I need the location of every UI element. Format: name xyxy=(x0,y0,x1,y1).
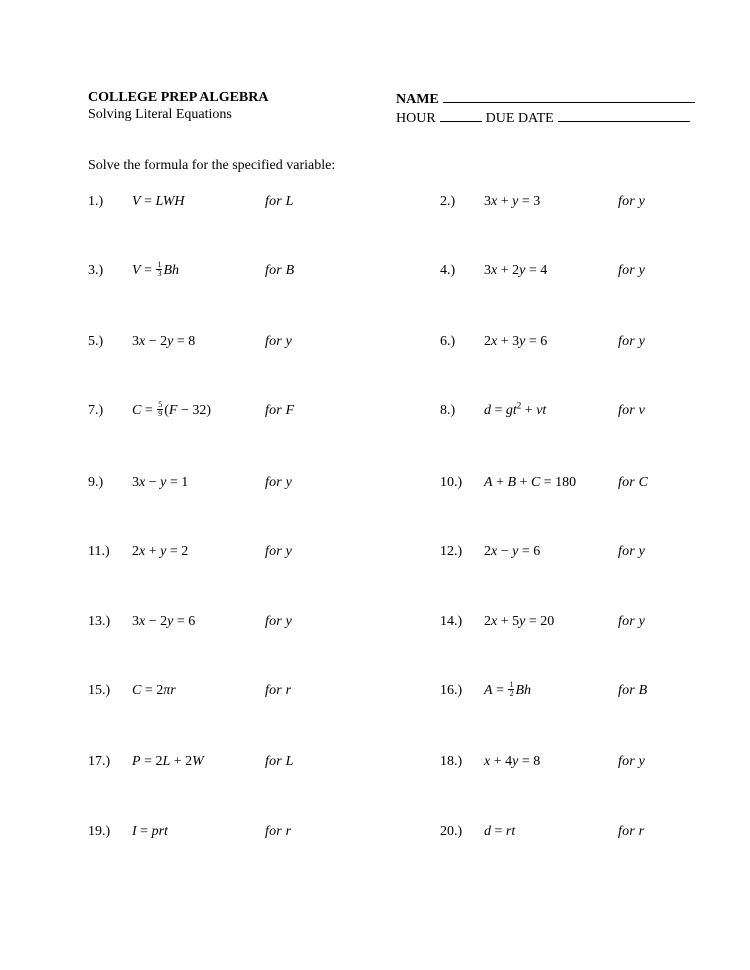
problem-number: 3.) xyxy=(88,263,104,278)
problem-number: 18.) xyxy=(440,754,463,769)
equation: 2x − y = 6 xyxy=(484,544,541,559)
equation: A + B + C = 180 xyxy=(484,475,577,490)
hour-row xyxy=(396,109,695,127)
equation: 3x − 2y = 6 xyxy=(132,614,196,629)
solve-for-label: for y xyxy=(618,614,646,629)
problem-number: 19.) xyxy=(88,824,111,839)
fraction: $\frac{1}{3}$ xyxy=(157,260,162,279)
problem-number: 16.) xyxy=(440,683,463,698)
solve-for-label: for v xyxy=(618,403,646,418)
equation: 3x + y = 3 xyxy=(484,194,541,209)
problem-number: 8.) xyxy=(440,403,456,418)
equation: V = $\frac{1}{3}$ Bh xyxy=(132,260,180,279)
hour-label: HOUR xyxy=(396,111,436,126)
problem-number: 6.) xyxy=(440,334,456,349)
solve-for-label: for L xyxy=(265,194,294,209)
equation: P = 2L + 2W xyxy=(132,754,204,769)
solve-for-label: for y xyxy=(618,544,646,559)
instruction-text: Solve the formula for the specified variable: xyxy=(88,158,336,173)
problem-number: 9.) xyxy=(88,475,104,490)
header-left xyxy=(88,90,268,123)
problem-number: 10.) xyxy=(440,475,463,490)
equation: $d = gt^2$ + vt xyxy=(484,400,547,418)
equation: 2x + 5y = 20 xyxy=(484,614,555,629)
header-right xyxy=(396,90,695,127)
course-title: COLLEGE PREP ALGEBRA xyxy=(88,90,269,105)
equation: 2x + 3y = 6 xyxy=(484,334,548,349)
solve-for-label: for y xyxy=(265,334,293,349)
due-date-blank[interactable] xyxy=(558,109,690,122)
problem-number: 11.) xyxy=(88,544,110,559)
name-row xyxy=(396,90,695,108)
solve-for-label: for y xyxy=(265,475,293,490)
problem-number: 13.) xyxy=(88,614,111,629)
solve-for-label: for C xyxy=(618,475,649,490)
solve-for-label: for y xyxy=(618,263,646,278)
solve-for-label: for y xyxy=(618,754,646,769)
due-date-label: DUE DATE xyxy=(485,111,554,126)
solve-for-label: for r xyxy=(265,683,292,698)
equation: d = rt xyxy=(484,824,516,839)
solve-for-label: for y xyxy=(618,194,646,209)
fraction: $\frac{5}{9}$ xyxy=(158,400,163,419)
equation: 2x + y = 2 xyxy=(132,544,189,559)
solve-for-label: for r xyxy=(618,824,645,839)
solve-for-label: for y xyxy=(618,334,646,349)
equation: A = $\frac{1}{2}$ Bh xyxy=(484,680,532,699)
problem-number: 12.) xyxy=(440,544,463,559)
fraction: $\frac{1}{2}$ xyxy=(509,680,514,699)
problem-number: 5.) xyxy=(88,334,104,349)
solve-for-label: for B xyxy=(265,263,295,278)
solve-for-label: for F xyxy=(265,403,295,418)
problem-number: 15.) xyxy=(88,683,111,698)
equation: 3x + 2y = 4 xyxy=(484,263,548,278)
equation: x + 4y = 8 xyxy=(484,754,541,769)
problem-number: 1.) xyxy=(88,194,104,209)
problem-number: 4.) xyxy=(440,263,456,278)
problem-number: 17.) xyxy=(88,754,111,769)
solve-for-label: for y xyxy=(265,544,293,559)
name-blank[interactable] xyxy=(443,90,695,103)
equation: C = 2πr xyxy=(132,683,176,698)
equation: 3x − y = 1 xyxy=(132,475,189,490)
problem-number: 7.) xyxy=(88,403,104,418)
problem-number: 20.) xyxy=(440,824,463,839)
problem-number: 14.) xyxy=(440,614,463,629)
hour-blank[interactable] xyxy=(440,109,482,122)
solve-for-label: for B xyxy=(618,683,648,698)
solve-for-label: for r xyxy=(265,824,292,839)
problem-number: 2.) xyxy=(440,194,456,209)
solve-for-label: for y xyxy=(265,614,293,629)
equation: 3x − 2y = 8 xyxy=(132,334,196,349)
equation: V = LWH xyxy=(132,194,185,209)
equation: I = prt xyxy=(132,824,168,839)
name-label: NAME xyxy=(396,92,439,107)
solve-for-label: for L xyxy=(265,754,294,769)
worksheet-subtitle: Solving Literal Equations xyxy=(88,107,232,122)
equation: C = $\frac{5}{9}$ (F − 32) xyxy=(132,400,212,419)
